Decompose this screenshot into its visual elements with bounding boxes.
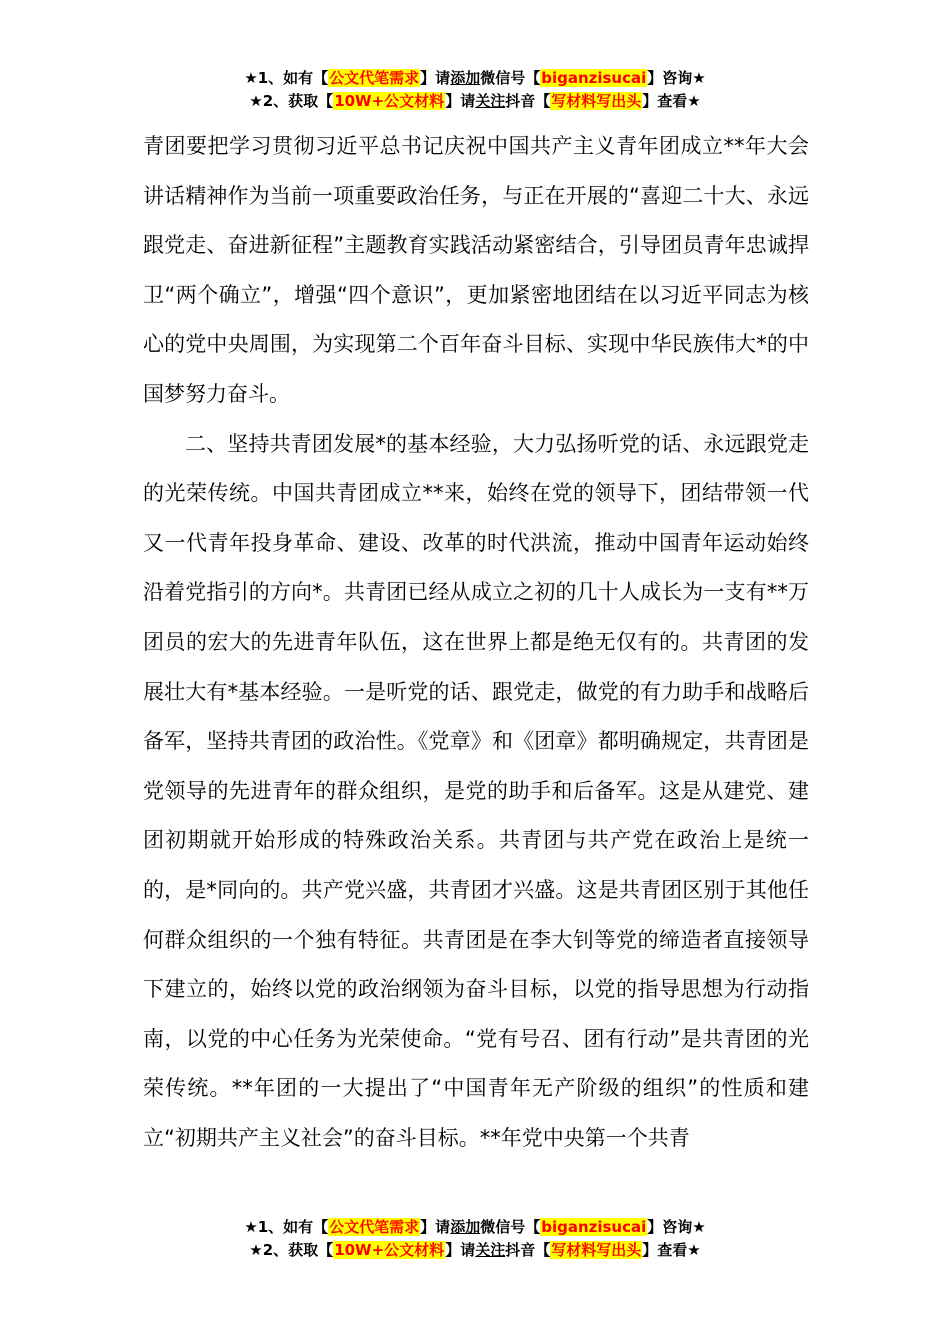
promo-highlight: 10W+公文材料 <box>334 92 445 110</box>
paragraph-continuation: 青团要把学习贯彻习近平总书记庆祝中国共产主义青年团成立**年大会讲话精神作为当前一项重要政治任务，与正在开展的“喜迎二十大、永远跟党走、奋进新征程”主题教育实践活动紧密结合，引导团员青年忠诚捍卫“两个确立”，增强“四个意识”，更加紧密地团结在以习近平同志为核心的党中央周围，为实现第二个百年奋斗目标、实现中华民族伟大*的中国梦努力奋斗。 <box>143 134 809 406</box>
promo-text: 】请 <box>445 92 476 110</box>
footer-promo-banner <box>0 1216 950 1262</box>
promo-line-2 <box>0 90 950 113</box>
promo-line-2 <box>0 1239 950 1262</box>
promo-text: 】查看★ <box>642 1241 701 1259</box>
promo-underline: 添加 <box>450 69 481 87</box>
promo-text: 】咨询★ <box>647 69 706 87</box>
promo-text: 微信号【 <box>480 1218 541 1236</box>
promo-text: 】请 <box>420 1218 451 1236</box>
promo-text: ★2、获取【 <box>249 1241 334 1259</box>
promo-highlight: 公文代笔需求 <box>329 1218 420 1236</box>
promo-text: 微信号【 <box>480 69 541 87</box>
promo-douyin-id: 写材料写出头 <box>551 1241 642 1259</box>
promo-underline: 关注 <box>475 92 506 110</box>
promo-highlight: 10W+公文材料 <box>334 1241 445 1259</box>
promo-text: 抖音【 <box>505 1241 551 1259</box>
promo-wechat-id: biganzisucai <box>541 1218 647 1236</box>
promo-highlight: 公文代笔需求 <box>329 69 420 87</box>
promo-underline: 关注 <box>475 1241 506 1259</box>
document-body <box>143 122 809 1163</box>
promo-underline: 添加 <box>450 1218 481 1236</box>
header-promo-banner <box>0 67 950 113</box>
promo-douyin-id: 写材料写出头 <box>551 92 642 110</box>
promo-text: 】请 <box>420 69 451 87</box>
promo-line-1 <box>0 1216 950 1239</box>
promo-wechat-id: biganzisucai <box>541 69 647 87</box>
promo-text: 】查看★ <box>642 92 701 110</box>
promo-text: ★1、如有【 <box>244 1218 329 1236</box>
paragraph-section-two: 二、坚持共青团发展*的基本经验，大力弘扬听党的话、永远跟党走的光荣传统。中国共青团成立**来，始终在党的领导下，团结带领一代又一代青年投身革命、建设、改革的时代洪流，推动中国青年运动始终沿着党指引的方向*。共青团已经从成立之初的几十人成长为一支有**万团员的宏大的先进青年队伍，这在世界上都是绝无仅有的。共青团的发展壮大有*基本经验。一是听党的话、跟党走，做党的有力助手和战略后备军，坚持共青团的政治性。《党章》和《团章》都明确规定，共青团是党领导的先进青年的群众组织，是党的助手和后备军。这是从建党、建团初期就开始形成的特殊政治关系。共青团与共产党在政治上是统一的，是*同向的。共产党兴盛，共青团才兴盛。这是共青团区别于其他任何群众组织的一个独有特征。共青团是在李大钊等党的缔造者直接领导下建立的，始终以党的政治纲领为奋斗目标，以党的指导思想为行动指南，以党的中心任务为光荣使命。“党有号召、团有行动”是共青团的光荣传统。**年团的一大提出了“中国青年无产阶级的组织”的性质和建立“初期共产主义社会”的奋斗目标。**年党中央第一个共青 <box>143 431 809 1150</box>
promo-text: 】请 <box>445 1241 476 1259</box>
promo-text: 】咨询★ <box>647 1218 706 1236</box>
promo-text: 抖音【 <box>505 92 551 110</box>
promo-line-1 <box>0 67 950 90</box>
promo-text: ★1、如有【 <box>244 69 329 87</box>
promo-text: ★2、获取【 <box>249 92 334 110</box>
